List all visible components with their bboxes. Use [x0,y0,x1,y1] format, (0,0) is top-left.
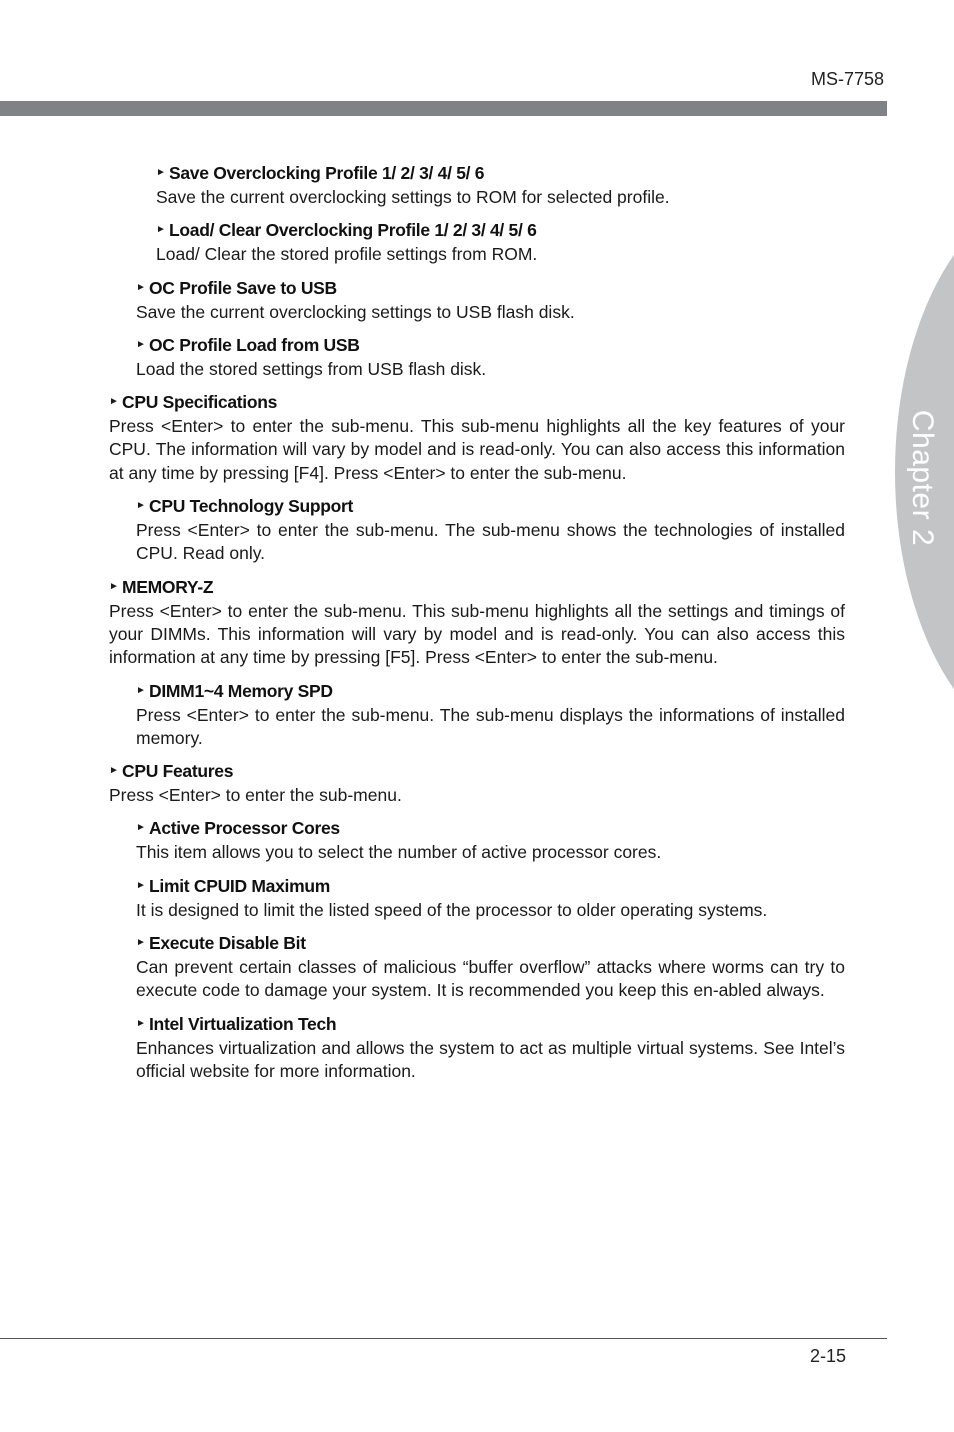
model-number: MS-7758 [810,69,884,89]
bullet-arrow-icon: ► [156,224,166,236]
section-oc-profile-load-usb [136,334,845,381]
section-oc-profile-save-usb [136,277,845,324]
section-description: Enhances virtualization and allows the system to act as multiple virtual systems. See Intel’s official website for more information. [136,1037,845,1081]
section-title: CPU Technology Support [149,496,354,517]
footer-rule [0,1338,887,1339]
section-title: OC Profile Load from USB [149,334,360,355]
section-title: MEMORY-Z [122,576,214,597]
page-number: 2-15 [809,1346,846,1366]
manual-content [0,152,954,1083]
section-save-oc-profile [156,162,845,209]
section-description: It is designed to limit the listed speed of the processor to older operating systems. [136,899,768,920]
section-cpu-technology-support [136,495,845,566]
section-title: DIMM1~4 Memory SPD [149,680,333,701]
section-title: CPU Features [122,761,234,782]
section-title: CPU Specifications [122,392,278,413]
section-execute-disable-bit [136,932,845,1003]
section-description: Save the current overclocking settings to USB flash disk. [136,301,575,322]
section-description: Press <Enter> to enter the sub-menu. The sub-menu shows the technologies of installed CPU. Read only. [136,520,845,564]
bullet-arrow-icon: ► [136,500,146,512]
section-title: Intel Virtualization Tech [149,1013,337,1034]
section-description: Load the stored settings from USB flash disk. [136,358,487,379]
section-title: Load/ Clear Overclocking Profile 1/ 2/ 3/ 4/ 5/ 6 [169,220,537,241]
section-load-clear-oc-profile [156,219,845,266]
section-limit-cpuid-maximum [136,875,845,922]
section-intel-virtualization-tech [136,1013,845,1084]
bullet-arrow-icon: ► [136,281,146,293]
bullet-arrow-icon: ► [136,879,146,891]
bullet-arrow-icon: ► [156,167,166,178]
section-cpu-specifications [109,391,845,485]
section-description: Can prevent certain classes of malicious “buffer overflow” attacks where worms can try to execute code to damage your system. It is recommended you keep this en-abled always. [136,957,845,1001]
section-title: Save Overclocking Profile 1/ 2/ 3/ 4/ 5/ 6 [169,163,485,183]
section-cpu-features [109,760,845,807]
section-description: Press <Enter> to enter the sub-menu. This sub-menu highlights all the key features of your CPU. The information will vary by model and is read-only. You can also access this information at any time by pressing [F4]. Press <Enter> to enter the sub-menu. [109,416,845,483]
bullet-arrow-icon: ► [109,765,119,777]
bullet-arrow-icon: ► [109,396,119,408]
section-title: OC Profile Save to USB [149,277,337,298]
section-description: Load/ Clear the stored profile settings from ROM. [156,244,538,265]
bullet-arrow-icon: ► [136,684,146,696]
bullet-arrow-icon: ► [136,937,146,949]
section-description: Press <Enter> to enter the sub-menu. [109,785,402,806]
bullet-arrow-icon: ► [136,1017,146,1029]
bullet-arrow-icon: ► [136,338,146,350]
section-description: Press <Enter> to enter the sub-menu. The sub-menu displays the informations of installed memory. [136,704,845,748]
section-active-processor-cores [136,817,845,864]
header-bar [0,101,887,116]
section-title: Limit CPUID Maximum [149,875,330,896]
chapter-label: Chapter 2 [906,409,939,547]
section-title: Active Processor Cores [149,818,340,839]
section-description: Press <Enter> to enter the sub-menu. This sub-menu highlights all the settings and timings of your DIMMs. This information will vary by model and is read-only. You can also access this information at any time by pressing [F5]. Press <Enter> to enter the sub-menu. [109,600,845,668]
section-description: Save the current overclocking settings to ROM for selected profile. [156,187,670,207]
section-description: This item allows you to select the number of active processor cores. [136,842,662,863]
section-title: Execute Disable Bit [149,933,306,954]
bullet-arrow-icon: ► [109,580,119,592]
bullet-arrow-icon: ► [136,822,146,834]
section-memory-z [109,576,845,670]
section-dimm-memory-spd [136,680,845,751]
